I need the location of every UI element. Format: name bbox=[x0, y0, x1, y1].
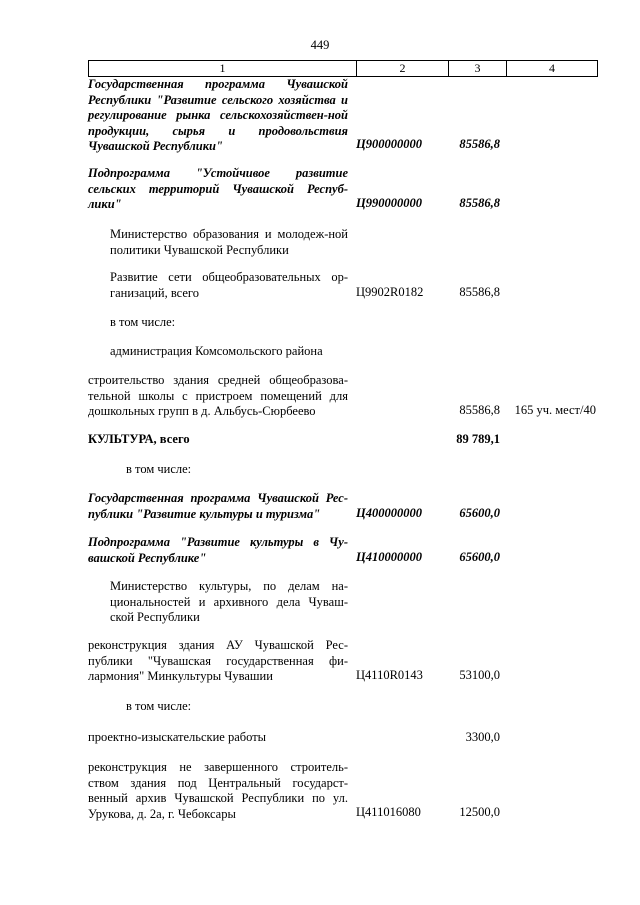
page-number: 449 bbox=[310, 38, 330, 52]
row-text: проектно-изыскательские работы bbox=[88, 730, 267, 744]
table-row bbox=[88, 579, 596, 624]
row-sum: 85586,8 bbox=[459, 136, 500, 151]
table-row bbox=[88, 77, 596, 152]
row-text: Министерство культуры, по делам на-циональностей и архивного дела Чуваш-ской Республики bbox=[110, 579, 348, 624]
row-extra: 165 уч. мест/40 bbox=[514, 402, 596, 417]
table-row bbox=[88, 344, 596, 359]
row-text: КУЛЬТУРА, всего bbox=[88, 432, 190, 446]
table-row bbox=[88, 166, 596, 211]
row-sum: 65600,0 bbox=[459, 505, 500, 520]
row-sum: 89 789,1 bbox=[456, 431, 500, 446]
row-text: Подпрограмма "Устойчивое развитие сельских территорий Чувашской Респуб-лики" bbox=[88, 166, 348, 211]
row-text: реконструкция не завершенного строитель-ством здания под Центральный государст-венный архив Чувашской Республики по ул. Урукова, д. 2а, г. Чебоксары bbox=[88, 760, 348, 821]
row-text: Министерство образования и молодеж-ной политики Чувашской Республики bbox=[110, 227, 348, 257]
row-text: Государственная программа Чувашской Республики "Развитие сельского хозяйства и регулирование рынка сельскохозяйствен-ной продукции, сырья и продовольствия Чувашской Республики" bbox=[88, 77, 348, 153]
header-col-3: 3 bbox=[449, 61, 507, 76]
row-code: Ц410000000 bbox=[356, 549, 422, 564]
table-row bbox=[88, 270, 596, 300]
table-row bbox=[88, 760, 596, 820]
table-row bbox=[88, 315, 596, 330]
row-sum: 85586,8 bbox=[459, 284, 500, 299]
row-code: Ц990000000 bbox=[356, 195, 422, 210]
row-text: Подпрограмма "Развитие культуры в Чу-вашской Республике" bbox=[88, 535, 348, 565]
row-text: администрация Комсомольского района bbox=[110, 344, 323, 358]
row-text: в том числе: bbox=[110, 315, 176, 329]
row-text: строительство здания средней общеобразова-тельной школы с пристроем помещений для дошкольных групп в д. Альбусь-Сюрбеево bbox=[88, 373, 348, 418]
table-row bbox=[88, 432, 596, 447]
row-text: реконструкция здания АУ Чувашской Рес-публики "Чувашская государственная фи-лармония" Минкультуры Чувашии bbox=[88, 638, 348, 683]
row-code: Ц4110R0143 bbox=[356, 667, 423, 682]
row-code: Ц411016080 bbox=[356, 804, 421, 819]
table-header bbox=[88, 60, 598, 77]
header-col-1: 1 bbox=[89, 61, 357, 76]
row-sum: 85586,8 bbox=[459, 402, 500, 417]
table-row bbox=[88, 699, 596, 714]
row-sum: 3300,0 bbox=[465, 729, 500, 744]
table-row bbox=[88, 462, 596, 477]
row-text: Развитие сети общеобразовательных ор-ганизаций, всего bbox=[110, 270, 348, 300]
table-row bbox=[88, 227, 596, 257]
row-code: Ц9902R0182 bbox=[356, 284, 424, 299]
row-text: в том числе: bbox=[126, 462, 192, 476]
row-code: Ц900000000 bbox=[356, 136, 422, 151]
table-row bbox=[88, 638, 596, 683]
row-sum: 53100,0 bbox=[459, 667, 500, 682]
row-sum: 65600,0 bbox=[459, 549, 500, 564]
header-col-4: 4 bbox=[549, 61, 555, 75]
row-code: Ц400000000 bbox=[356, 505, 422, 520]
table-row bbox=[88, 535, 596, 565]
row-text: Государственная программа Чувашской Рес-публики "Развитие культуры и туризма" bbox=[88, 491, 348, 521]
table-row bbox=[88, 730, 596, 745]
table-row bbox=[88, 373, 596, 418]
row-text: в том числе: bbox=[126, 699, 192, 713]
header-col-2: 2 bbox=[357, 61, 449, 76]
table-row bbox=[88, 491, 596, 521]
row-sum: 85586,8 bbox=[459, 195, 500, 210]
row-sum: 12500,0 bbox=[459, 804, 500, 819]
